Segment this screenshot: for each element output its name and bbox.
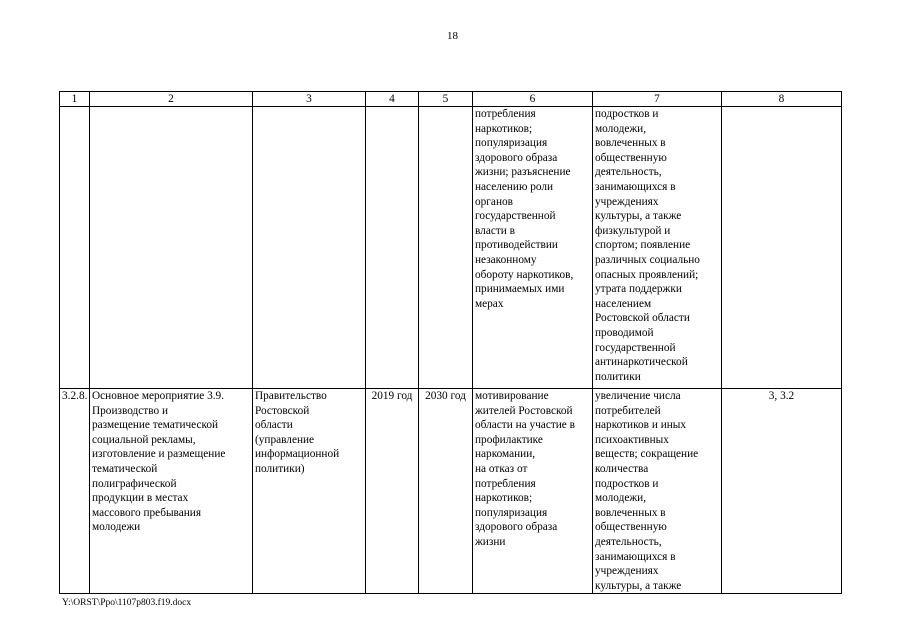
column-header: 1 <box>60 92 90 107</box>
column-header: 4 <box>366 92 419 107</box>
table-row <box>60 389 842 594</box>
program-table <box>59 91 842 594</box>
column-header: 3 <box>253 92 366 107</box>
header-row <box>60 92 842 107</box>
start-year-cell <box>366 107 419 389</box>
item-number-cell: 3.2.8. <box>60 389 90 594</box>
executor-cell <box>253 107 366 389</box>
page-number: 18 <box>447 30 458 42</box>
column-header: 7 <box>593 92 722 107</box>
column-header: 6 <box>473 92 593 107</box>
file-path-footer: Y:\ORST\Ppo\1107p803.f19.docx <box>62 598 192 608</box>
consequences-cell: подростков и молодежи, вовлеченных в общественную деятельность, занимающихся в учреждениях культуры, а также физкультурой и спортом; появление различных социально опасных проявлений; утрата поддержки населением Ростовской области проводимой государственной антинаркотической политики <box>593 107 722 389</box>
item-number-cell <box>60 107 90 389</box>
indicator-link-cell <box>722 107 842 389</box>
column-header: 5 <box>419 92 473 107</box>
executor-cell: Правительство Ростовской области (управление информационной политики) <box>253 389 366 594</box>
column-header: 2 <box>90 92 253 107</box>
consequences-cell: увеличение числа потребителей наркотиков и иных психоактивных веществ; сокращение количества подростков и молодежи, вовлеченных в общественную деятельность, занимающихся в учреждениях культуры, а также <box>593 389 722 594</box>
table-row <box>60 107 842 389</box>
start-year-cell: 2019 год <box>366 389 419 594</box>
column-header: 8 <box>722 92 842 107</box>
activity-name-cell: Основное мероприятие 3.9. Производство и размещение тематической социальной рекламы, изготовление и размещение тематической полиграфической продукции в местах массового пребывания молодежи <box>90 389 253 594</box>
indicator-link-cell: 3, 3.2 <box>722 389 842 594</box>
end-year-cell: 2030 год <box>419 389 473 594</box>
expected-result-cell: мотивирование жителей Ростовской области на участие в профилактике наркомании, на отказ от потребления наркотиков; популяризация здорового образа жизни <box>473 389 593 594</box>
end-year-cell <box>419 107 473 389</box>
expected-result-cell: потребления наркотиков; популяризация здорового образа жизни; разъяснение населению роли органов государственной власти в противодействии незаконному обороту наркотиков, принимаемых ими мерах <box>473 107 593 389</box>
activity-name-cell <box>90 107 253 389</box>
